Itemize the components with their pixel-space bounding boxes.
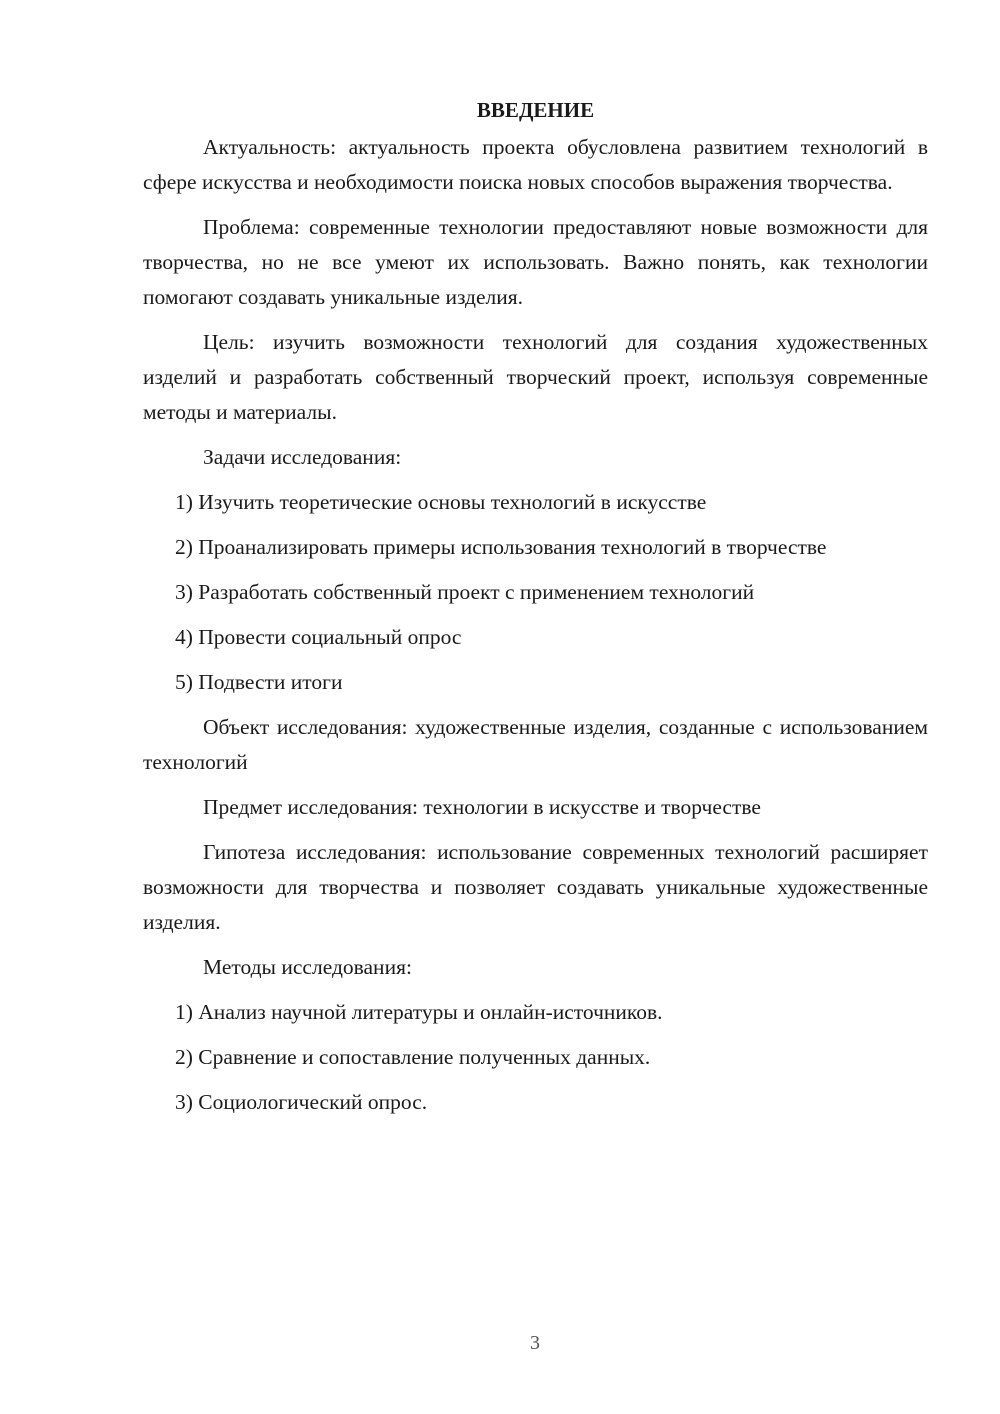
- page-number: 3: [530, 1332, 540, 1354]
- paragraph-relevance: Актуальность: актуальность проекта обусловлена развитием технологий в сфере искусства и необходимости поиска новых способов выражения творчества.: [143, 135, 928, 194]
- method-item-3: 3) Социологический опрос.: [175, 1090, 428, 1114]
- paragraph-hypothesis: Гипотеза исследования: использование современных технологий расширяет возможности для творчества и позволяет создавать уникальные художественные изделия.: [143, 840, 928, 934]
- document-page: [143, 92, 928, 1130]
- task-item-3: 3) Разработать собственный проект с применением технологий: [175, 580, 755, 604]
- paragraph-object: Объект исследования: художественные изделия, созданные с использованием технологий: [143, 715, 928, 774]
- paragraph-problem: Проблема: современные технологии предоставляют новые возможности для творчества, но не все умеют их использовать. Важно понять, как технологии помогают создавать уникальные изделия.: [143, 215, 928, 309]
- task-item-1: 1) Изучить теоретические основы технологий в искусстве: [175, 490, 707, 514]
- paragraph-goal: Цель: изучить возможности технологий для создания художественных изделий и разработать собственный творческий проект, используя современные методы и материалы.: [143, 330, 928, 424]
- task-item-4: 4) Провести социальный опрос: [175, 625, 462, 649]
- paragraph-subject: Предмет исследования: технологии в искусстве и творчестве: [203, 795, 761, 819]
- task-item-2: 2) Проанализировать примеры использования технологий в творчестве: [175, 535, 827, 559]
- method-item-1: 1) Анализ научной литературы и онлайн-источников.: [175, 1000, 663, 1024]
- task-item-5: 5) Подвести итоги: [175, 670, 343, 694]
- paragraph-tasks-title: Задачи исследования:: [203, 445, 402, 469]
- paragraph-methods-title: Методы исследования:: [203, 955, 412, 979]
- section-heading: ВВЕДЕНИЕ: [476, 98, 595, 122]
- method-item-2: 2) Сравнение и сопоставление полученных данных.: [175, 1045, 651, 1069]
